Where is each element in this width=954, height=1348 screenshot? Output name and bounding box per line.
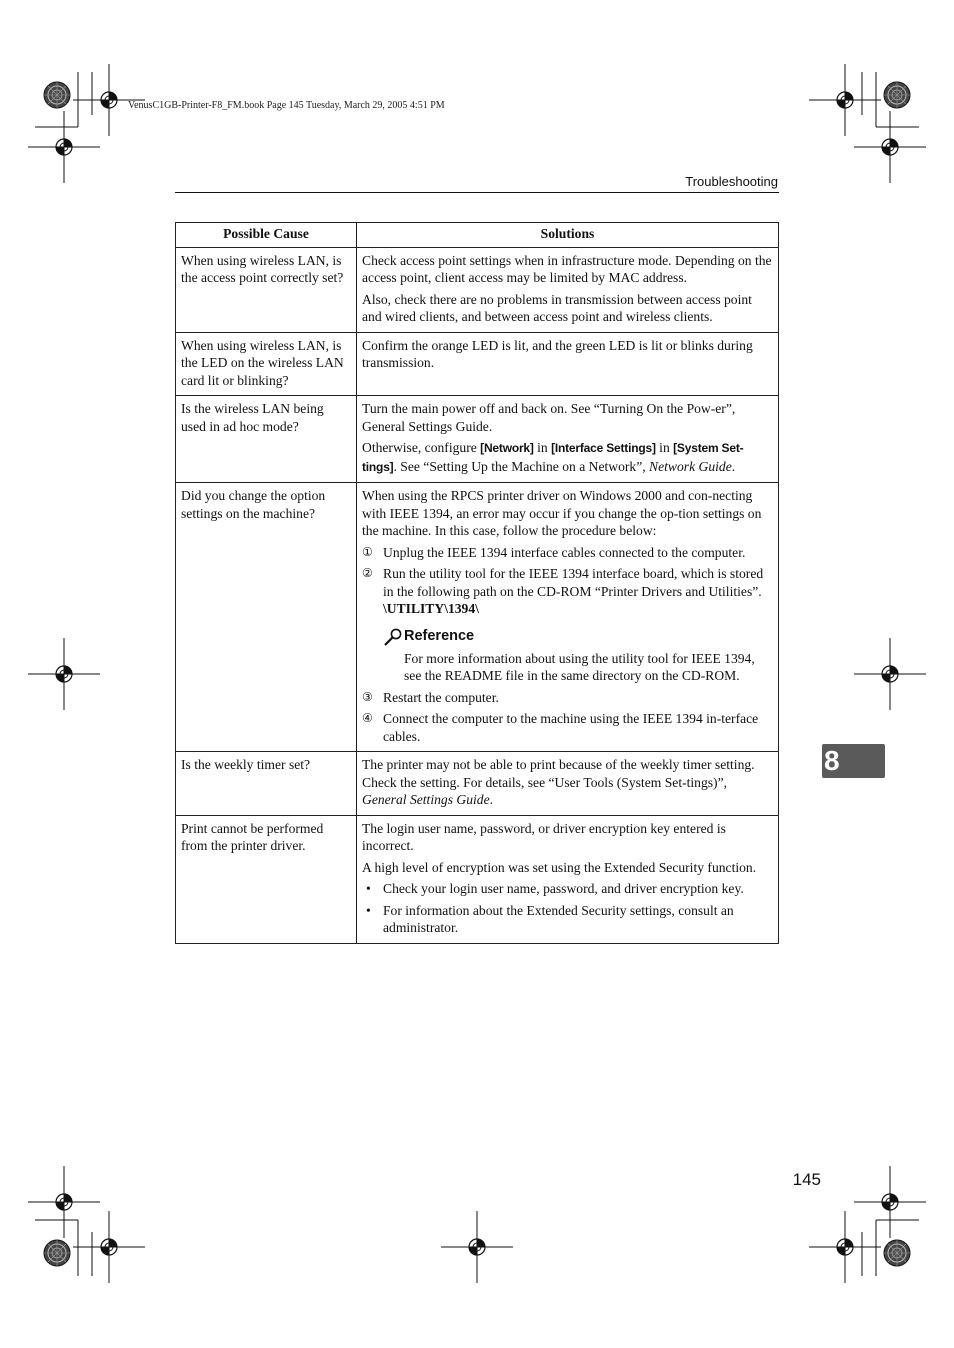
cause-cell: Print cannot be performed from the printer driver. (176, 815, 357, 943)
reference-text: For more information about using the utility tool for IEEE 1394, see the README file in the same directory on the CD-ROM. (404, 650, 755, 683)
text-run: . See “Setting Up the Machine on a Network”, (393, 458, 650, 474)
solution-paragraph: Turn the main power off and back on. See “Turning On the Pow-er”, General Settings Guide. (362, 401, 736, 434)
page-number: 145 (792, 1170, 821, 1189)
solution-paragraph: When using the RPCS printer driver on Windows 2000 and con-necting with IEEE 1394, an error may occur if you change the op-tion settings on the machine. In this case, follow the procedure below: (362, 488, 762, 538)
table-row (176, 332, 779, 396)
table-header-row (176, 223, 779, 248)
table-row (176, 752, 779, 816)
ui-key-system-settings: [System Set-tings] (362, 441, 744, 474)
solution-paragraph: Check access point settings when in infrastructure mode. Depending on the access point, client access may be limited by MAC address. (362, 252, 772, 285)
solution-paragraph: A high level of encryption was set using the Extended Security function. (362, 859, 757, 875)
solution-paragraph: Also, check there are no problems in transmission between access point and wired clients, and between access point and wireless clients. (362, 291, 752, 324)
solution-paragraph: Confirm the orange LED is lit, and the green LED is lit or blinks during transmission. (362, 337, 753, 370)
bullet-item (362, 902, 773, 937)
step-text: Unplug the IEEE 1394 interface cables connected to the computer. (383, 544, 746, 560)
step-number: ③ (362, 689, 373, 704)
solution-cell (357, 815, 779, 943)
column-header-solutions: Solutions (357, 223, 779, 248)
table-row (176, 483, 779, 752)
procedure-step (362, 689, 773, 707)
guide-reference: General Settings Guide (362, 792, 490, 807)
header-rule (175, 192, 779, 193)
reference-heading (383, 628, 773, 646)
step-text: Connect the computer to the machine using the IEEE 1394 in-terface cables. (383, 711, 759, 744)
step-number: ① (362, 544, 373, 559)
solution-paragraph (362, 756, 773, 809)
table-row (176, 247, 779, 332)
solution-cell (357, 332, 779, 396)
solution-cell (357, 396, 779, 483)
cause-cell: Did you change the option settings on the machine? (176, 483, 357, 752)
text-run: in (533, 440, 552, 455)
running-header-title: Troubleshooting (685, 174, 778, 189)
cause-cell: Is the wireless LAN being used in ad hoc mode? (176, 396, 357, 483)
solution-paragraph (362, 439, 773, 476)
text-run: in (655, 440, 674, 455)
cause-cell: When using wireless LAN, is the LED on the wireless LAN card lit or blinking? (176, 332, 357, 396)
troubleshooting-table (175, 222, 779, 944)
chapter-tab (822, 744, 885, 778)
text-run: Otherwise, configure (362, 440, 481, 455)
bullet-mark: • (366, 902, 371, 918)
bullet-text: For information about the Extended Security settings, consult an administrator. (383, 902, 734, 935)
guide-reference: Network Guide (649, 458, 732, 474)
text-run: . (731, 458, 736, 474)
text-run: . (489, 792, 494, 807)
table-row (176, 815, 779, 943)
cdrom-path: \UTILITY\1394\ (383, 601, 479, 616)
bullet-text: Check your login user name, password, and driver encryption key. (383, 881, 744, 896)
bullet-mark: • (366, 881, 371, 896)
cause-cell: When using wireless LAN, is the access point correctly set? (176, 247, 357, 332)
procedure-step (362, 565, 773, 600)
book-meta-line: VenusC1GB-Printer-F8_FM.book Page 145 Tuesday, March 29, 2005 4:51 PM (128, 100, 445, 111)
bullet-item (362, 880, 773, 898)
step-text: Run the utility tool for the IEEE 1394 interface board, which is stored in the following path on the CD-ROM “Printer Drivers and Utilities”. (383, 566, 764, 599)
chapter-number: 8 (824, 745, 840, 776)
ui-key-network: [Network] (480, 441, 534, 455)
solution-paragraph: The login user name, password, or driver encryption key entered is incorrect. (362, 820, 726, 853)
step-text: Restart the computer. (383, 689, 499, 705)
reference-title: Reference (404, 627, 475, 644)
solution-cell (357, 752, 779, 816)
ui-key-interface-settings: [Interface Settings] (551, 441, 656, 455)
solution-cell (357, 247, 779, 332)
cause-cell: Is the weekly timer set? (176, 752, 357, 816)
text-run: The printer may not be able to print because of the weekly timer setting. Check the setting. For details, see “User Tools (System Set-tings)”, (362, 757, 755, 790)
step-number: ② (362, 566, 373, 580)
column-header-cause: Possible Cause (176, 223, 357, 248)
solution-cell (357, 483, 779, 752)
magnifier-icon (383, 628, 403, 646)
procedure-step (362, 710, 773, 745)
reference-note (383, 628, 773, 685)
procedure-step (362, 544, 773, 562)
table-row (176, 396, 779, 483)
step-number: ④ (362, 711, 373, 725)
